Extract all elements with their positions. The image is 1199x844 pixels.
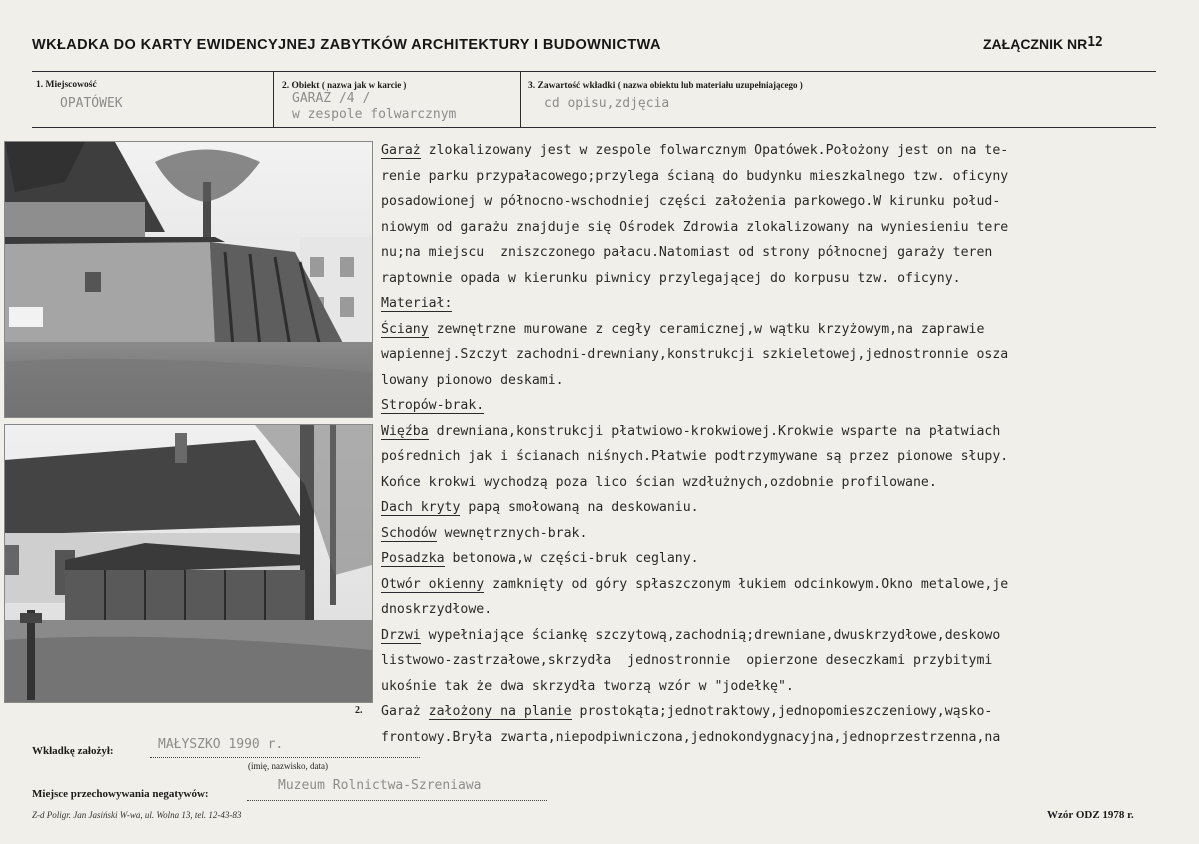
annex-label: ZAŁĄCZNIK NR [983, 36, 1088, 52]
description-line [381, 342, 1181, 368]
description-segment: raptownie opada w kierunku piwnicy przylegającej do korpusu tzw. oficyny. [381, 270, 961, 286]
description-line [381, 189, 1181, 215]
section-heading: Stropów-brak. [381, 398, 485, 413]
description-line [381, 317, 1181, 343]
description-segment: prostokąta;jednotraktowy,jednopomieszczeniowy,wąsko- [571, 704, 993, 719]
description-segment: papą smołowaną na deskowaniu. [460, 500, 699, 515]
description-line [381, 674, 1181, 700]
description-segment: renie parku przypałacowego;przylega ścianą do budynku mieszkalnego tzw. oficyny [381, 168, 1009, 184]
annex-handwritten-number: 12 [1087, 35, 1103, 50]
section-heading: Garaż [381, 143, 421, 158]
description-line [381, 444, 1181, 470]
description-segment: dnoskrzydłowe. [381, 602, 493, 617]
author-dotted-line [150, 757, 420, 758]
object-value-line1: GARAŻ /4 / [292, 91, 371, 106]
author-value: MAŁYSZKO 1990 r. [158, 737, 284, 752]
description-segment: Garaż [381, 704, 429, 719]
author-label: Wkładkę założył: [32, 745, 114, 757]
annex-number [983, 36, 1103, 53]
section-heading: Więźba [381, 423, 429, 439]
storage-value: Muzeum Rolnictwa-Szreniawa [278, 778, 482, 793]
fields-bottom-rule [32, 127, 1156, 128]
description-line [381, 648, 1181, 674]
locality-label: 1. Miejscowość [36, 80, 97, 90]
author-sublabel: (imię, nazwisko, data) [248, 761, 328, 771]
section-heading: Dach kryty [381, 500, 461, 515]
photo-garage-front-image [5, 425, 372, 702]
description-line [381, 266, 1181, 292]
locality-value: OPATÓWEK [60, 96, 123, 111]
document-title: WKŁADKA DO KARTY EWIDENCYJNEJ ZABYTKÓW ARCHITEKTURY I BUDOWNICTWA [32, 37, 661, 53]
section-heading: Posadzka [381, 551, 445, 566]
content-value: cd opisu,zdjęcia [544, 96, 670, 111]
object-value-line2: w zespole folwarcznym [292, 107, 457, 122]
description-line [381, 138, 1181, 164]
description-line [381, 597, 1181, 623]
description-line [381, 495, 1181, 521]
section-heading: Otwór okienny [381, 576, 485, 592]
object-label: 2. Obiekt ( nazwa jak w karcie ) [282, 80, 407, 91]
printer-info: Z-d Poligr. Jan Jasiński W-wa, ul. Wolna 13, tel. 12-43-83 [32, 810, 242, 820]
description-line [381, 623, 1181, 649]
description-line [381, 521, 1181, 547]
storage-dotted-line [247, 800, 547, 801]
description-line [381, 699, 1181, 725]
description-line [381, 419, 1181, 445]
description-segment: wypełniające ściankę szczytową,zachodnią;drewniane,dwuskrzydłowe,deskowo [420, 627, 1001, 643]
photo-garage-side-image [5, 142, 372, 417]
section-heading: Ściany [381, 321, 429, 337]
top-rule [32, 71, 1156, 72]
description-line [381, 470, 1181, 496]
description-line [381, 546, 1181, 572]
description-line [381, 291, 1181, 317]
photo-number: 2. [355, 705, 363, 716]
description-segment: listwowo-zastrzałowe,skrzydła jednostronnie opierzone deseczkami przybitymi [381, 653, 993, 668]
description-line [381, 725, 1181, 751]
description-segment: Końce krokwi wychodzą poza lico ścian wzdłużnych,ozdobnie profilowane. [381, 474, 937, 490]
description-segment: ukośnie tak że dwa skrzydła tworzą wzór w "jodełkę". [381, 678, 794, 694]
description-segment: zlokalizowany jest w zespole folwarcznym Opatówek.Położony jest on na te- [420, 143, 1009, 158]
section-heading: Drzwi [381, 627, 421, 643]
description-segment: zamknięty od góry spłaszczonym łukiem odcinkowym.Okno metalowe,je [484, 576, 1009, 592]
description-line [381, 164, 1181, 190]
content-label: 3. Zawartość wkładki ( nazwa obiektu lub materiału uzupełniającego ) [528, 80, 803, 91]
description-segment: wapiennej.Szczyt zachodni-drewniany,konstrukcji szkieletowej,jednostronnie osza [381, 347, 1009, 362]
description-segment: betonowa,w części-bruk ceglany. [444, 551, 699, 566]
description-line [381, 393, 1181, 419]
description-segment: wewnętrznych-brak. [436, 525, 588, 541]
field-divider-1 [273, 71, 274, 128]
photo-garage-side [4, 141, 373, 418]
description-line [381, 215, 1181, 241]
description-line [381, 240, 1181, 266]
storage-label: Miejsce przechowywania negatywów: [32, 788, 209, 800]
section-heading: Schodów [381, 525, 437, 541]
section-heading: Materiał: [381, 296, 453, 311]
description-segment: drewniana,konstrukcji płatwiowo-krokwiowej.Krokwie wsparte na płatwiach [428, 423, 1001, 439]
description-line [381, 368, 1181, 394]
form-pattern: Wzór ODZ 1978 r. [1047, 809, 1134, 821]
description-segment: posadowionej w północno-wschodniej części założenia parkowego.W kirunku połud- [381, 194, 1001, 209]
description-segment: lowany pionowo deskami. [381, 372, 564, 388]
description-line [381, 572, 1181, 598]
field-divider-2 [520, 71, 521, 128]
section-heading: założony na planie [428, 704, 572, 719]
description-segment: frontowy.Bryła zwarta,niepodpiwniczona,jednokondygnacyjna,jednoprzestrzenna,na [381, 729, 1001, 745]
description-segment: niowym od garażu znajduje się Ośrodek Zdrowia zlokalizowany na wyniesieniu tere [381, 219, 1009, 235]
description-segment: pośrednich jak i ścianach niśnych.Płatwie podtrzymywane są przez pionowe słupy. [381, 449, 1009, 464]
photo-garage-front [4, 424, 373, 703]
description-text [381, 138, 1181, 750]
description-segment: zewnętrzne murowane z cegły ceramicznej,w wątku krzyżowym,na zaprawie [428, 321, 985, 337]
description-segment: nu;na miejscu zniszczonego pałacu.Natomiast od strony północnej garaży teren [381, 245, 993, 260]
